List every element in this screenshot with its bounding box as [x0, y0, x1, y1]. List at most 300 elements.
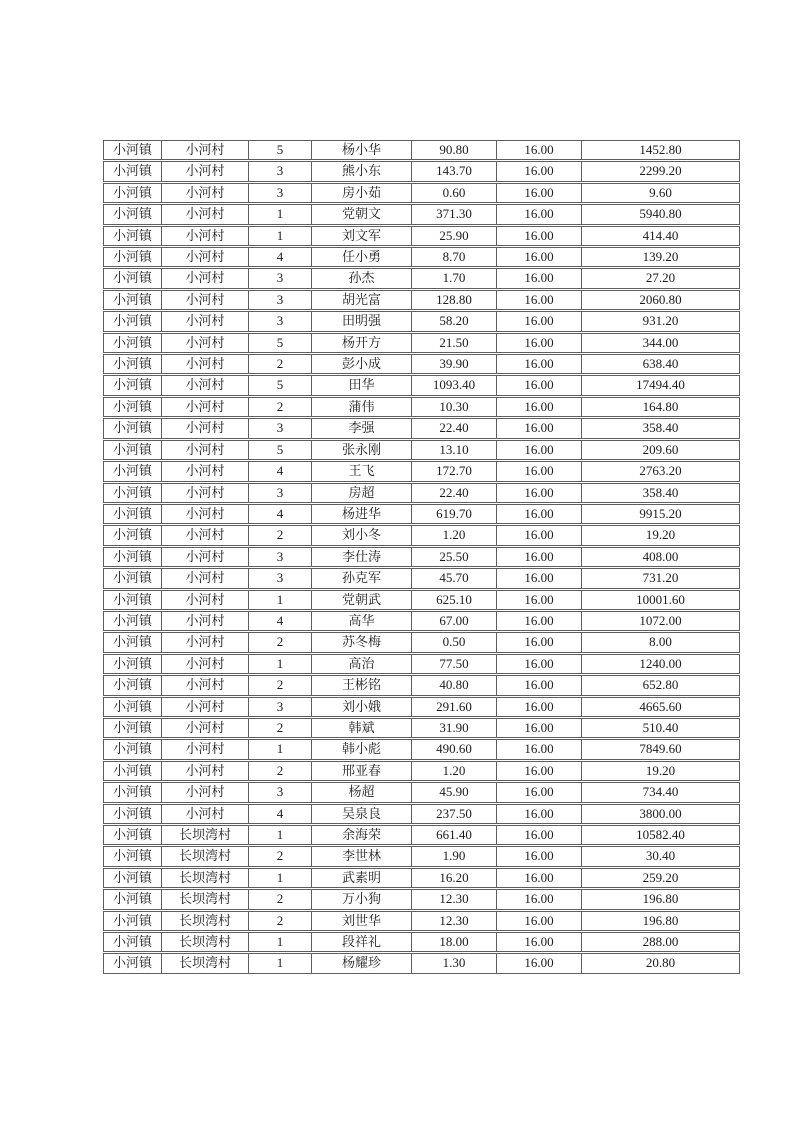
cell-town: 小河镇: [103, 247, 162, 267]
cell-unit-price: 16.00: [497, 590, 582, 610]
cell-group-number: 3: [249, 547, 312, 567]
cell-area: 25.90: [412, 226, 497, 246]
cell-amount: 931.20: [582, 311, 740, 331]
cell-person-name: 杨耀珍: [312, 953, 412, 973]
cell-area: 40.80: [412, 675, 497, 695]
cell-area: 1.90: [412, 846, 497, 866]
cell-person-name: 吴泉良: [312, 804, 412, 824]
table-row: [103, 911, 740, 931]
cell-group-number: 4: [249, 611, 312, 631]
cell-village: 小河村: [162, 333, 249, 353]
cell-unit-price: 16.00: [497, 375, 582, 395]
cell-amount: 7849.60: [582, 739, 740, 759]
cell-person-name: 武素明: [312, 868, 412, 888]
cell-village: 小河村: [162, 632, 249, 652]
cell-person-name: 王飞: [312, 461, 412, 481]
cell-village: 小河村: [162, 718, 249, 738]
cell-town: 小河镇: [103, 525, 162, 545]
cell-unit-price: 16.00: [497, 161, 582, 181]
cell-unit-price: 16.00: [497, 525, 582, 545]
table-row: [103, 440, 740, 460]
cell-village: 小河村: [162, 311, 249, 331]
cell-unit-price: 16.00: [497, 290, 582, 310]
cell-amount: 209.60: [582, 440, 740, 460]
cell-village: 小河村: [162, 675, 249, 695]
cell-village: 长坝湾村: [162, 825, 249, 845]
cell-person-name: 任小勇: [312, 247, 412, 267]
cell-group-number: 2: [249, 718, 312, 738]
cell-amount: 196.80: [582, 889, 740, 909]
cell-group-number: 2: [249, 525, 312, 545]
cell-area: 490.60: [412, 739, 497, 759]
cell-town: 小河镇: [103, 333, 162, 353]
cell-village: 小河村: [162, 354, 249, 374]
cell-village: 小河村: [162, 290, 249, 310]
table-row: [103, 461, 740, 481]
cell-person-name: 刘文军: [312, 226, 412, 246]
cell-person-name: 彭小成: [312, 354, 412, 374]
cell-person-name: 苏冬梅: [312, 632, 412, 652]
cell-village: 小河村: [162, 226, 249, 246]
cell-area: 21.50: [412, 333, 497, 353]
table-row: [103, 804, 740, 824]
cell-person-name: 田华: [312, 375, 412, 395]
cell-unit-price: 16.00: [497, 418, 582, 438]
cell-town: 小河镇: [103, 161, 162, 181]
cell-unit-price: 16.00: [497, 782, 582, 802]
cell-town: 小河镇: [103, 547, 162, 567]
cell-person-name: 杨小华: [312, 140, 412, 160]
cell-amount: 652.80: [582, 675, 740, 695]
cell-amount: 2060.80: [582, 290, 740, 310]
table-row: [103, 611, 740, 631]
cell-group-number: 5: [249, 375, 312, 395]
table-row: [103, 290, 740, 310]
cell-area: 371.30: [412, 204, 497, 224]
cell-town: 小河镇: [103, 761, 162, 781]
cell-area: 0.60: [412, 183, 497, 203]
cell-village: 小河村: [162, 761, 249, 781]
table-row: [103, 632, 740, 652]
cell-village: 小河村: [162, 247, 249, 267]
table-row: [103, 697, 740, 717]
cell-amount: 8.00: [582, 632, 740, 652]
cell-group-number: 3: [249, 183, 312, 203]
cell-village: 小河村: [162, 739, 249, 759]
cell-person-name: 韩小彪: [312, 739, 412, 759]
cell-area: 237.50: [412, 804, 497, 824]
cell-group-number: 2: [249, 397, 312, 417]
cell-person-name: 党朝武: [312, 590, 412, 610]
cell-person-name: 房小茹: [312, 183, 412, 203]
cell-area: 1.70: [412, 268, 497, 288]
cell-village: 小河村: [162, 782, 249, 802]
cell-unit-price: 16.00: [497, 953, 582, 973]
cell-village: 小河村: [162, 183, 249, 203]
cell-area: 77.50: [412, 654, 497, 674]
cell-amount: 27.20: [582, 268, 740, 288]
cell-amount: 1240.00: [582, 654, 740, 674]
cell-person-name: 蒲伟: [312, 397, 412, 417]
table-row: [103, 333, 740, 353]
cell-person-name: 万小狗: [312, 889, 412, 909]
cell-unit-price: 16.00: [497, 825, 582, 845]
cell-village: 小河村: [162, 611, 249, 631]
cell-area: 45.70: [412, 568, 497, 588]
cell-area: 22.40: [412, 418, 497, 438]
cell-group-number: 2: [249, 846, 312, 866]
table-body: [103, 140, 740, 974]
cell-village: 长坝湾村: [162, 889, 249, 909]
cell-group-number: 1: [249, 825, 312, 845]
cell-town: 小河镇: [103, 140, 162, 160]
cell-village: 小河村: [162, 461, 249, 481]
cell-area: 128.80: [412, 290, 497, 310]
table-row: [103, 483, 740, 503]
table-row: [103, 204, 740, 224]
table-row: [103, 504, 740, 524]
cell-amount: 638.40: [582, 354, 740, 374]
cell-group-number: 1: [249, 953, 312, 973]
cell-unit-price: 16.00: [497, 889, 582, 909]
cell-person-name: 张永刚: [312, 440, 412, 460]
cell-group-number: 5: [249, 140, 312, 160]
cell-person-name: 田明强: [312, 311, 412, 331]
cell-area: 1093.40: [412, 375, 497, 395]
cell-person-name: 房超: [312, 483, 412, 503]
cell-unit-price: 16.00: [497, 183, 582, 203]
cell-group-number: 3: [249, 290, 312, 310]
cell-person-name: 高华: [312, 611, 412, 631]
cell-group-number: 1: [249, 226, 312, 246]
cell-town: 小河镇: [103, 654, 162, 674]
cell-town: 小河镇: [103, 868, 162, 888]
cell-group-number: 3: [249, 568, 312, 588]
cell-area: 12.30: [412, 889, 497, 909]
cell-area: 143.70: [412, 161, 497, 181]
cell-town: 小河镇: [103, 911, 162, 931]
cell-amount: 20.80: [582, 953, 740, 973]
cell-village: 小河村: [162, 654, 249, 674]
cell-group-number: 5: [249, 333, 312, 353]
cell-group-number: 2: [249, 354, 312, 374]
cell-person-name: 刘世华: [312, 911, 412, 931]
cell-town: 小河镇: [103, 953, 162, 973]
cell-group-number: 1: [249, 204, 312, 224]
cell-unit-price: 16.00: [497, 675, 582, 695]
cell-group-number: 4: [249, 247, 312, 267]
table-row: [103, 932, 740, 952]
table-row: [103, 375, 740, 395]
cell-amount: 731.20: [582, 568, 740, 588]
cell-group-number: 5: [249, 440, 312, 460]
cell-unit-price: 16.00: [497, 911, 582, 931]
cell-amount: 1452.80: [582, 140, 740, 160]
cell-town: 小河镇: [103, 825, 162, 845]
cell-group-number: 2: [249, 675, 312, 695]
cell-town: 小河镇: [103, 846, 162, 866]
cell-unit-price: 16.00: [497, 868, 582, 888]
table-row: [103, 226, 740, 246]
cell-amount: 414.40: [582, 226, 740, 246]
cell-unit-price: 16.00: [497, 333, 582, 353]
cell-village: 小河村: [162, 140, 249, 160]
cell-area: 45.90: [412, 782, 497, 802]
cell-group-number: 3: [249, 782, 312, 802]
cell-unit-price: 16.00: [497, 547, 582, 567]
cell-amount: 734.40: [582, 782, 740, 802]
cell-person-name: 孙杰: [312, 268, 412, 288]
table-row: [103, 354, 740, 374]
cell-unit-price: 16.00: [497, 247, 582, 267]
cell-person-name: 邢亚春: [312, 761, 412, 781]
subsidy-table: [103, 139, 740, 975]
cell-person-name: 杨超: [312, 782, 412, 802]
cell-village: 小河村: [162, 590, 249, 610]
cell-town: 小河镇: [103, 183, 162, 203]
cell-unit-price: 16.00: [497, 568, 582, 588]
table-row: [103, 247, 740, 267]
cell-amount: 358.40: [582, 483, 740, 503]
cell-amount: 10582.40: [582, 825, 740, 845]
cell-amount: 2763.20: [582, 461, 740, 481]
cell-group-number: 3: [249, 161, 312, 181]
cell-group-number: 3: [249, 483, 312, 503]
cell-person-name: 刘小娥: [312, 697, 412, 717]
cell-area: 10.30: [412, 397, 497, 417]
cell-town: 小河镇: [103, 804, 162, 824]
cell-unit-price: 16.00: [497, 739, 582, 759]
cell-group-number: 2: [249, 911, 312, 931]
cell-group-number: 4: [249, 504, 312, 524]
table-row: [103, 846, 740, 866]
table-row: [103, 825, 740, 845]
table-row: [103, 761, 740, 781]
table-row: [103, 782, 740, 802]
cell-person-name: 孙克军: [312, 568, 412, 588]
cell-person-name: 王彬铭: [312, 675, 412, 695]
cell-town: 小河镇: [103, 226, 162, 246]
cell-town: 小河镇: [103, 889, 162, 909]
cell-unit-price: 16.00: [497, 311, 582, 331]
cell-town: 小河镇: [103, 461, 162, 481]
cell-person-name: 熊小东: [312, 161, 412, 181]
cell-village: 小河村: [162, 697, 249, 717]
cell-person-name: 李仕涛: [312, 547, 412, 567]
cell-town: 小河镇: [103, 483, 162, 503]
table-row: [103, 161, 740, 181]
cell-village: 小河村: [162, 568, 249, 588]
cell-town: 小河镇: [103, 418, 162, 438]
cell-unit-price: 16.00: [497, 140, 582, 160]
cell-town: 小河镇: [103, 675, 162, 695]
cell-town: 小河镇: [103, 932, 162, 952]
table-row: [103, 590, 740, 610]
cell-area: 39.90: [412, 354, 497, 374]
cell-area: 12.30: [412, 911, 497, 931]
cell-town: 小河镇: [103, 611, 162, 631]
cell-person-name: 余海荣: [312, 825, 412, 845]
cell-amount: 510.40: [582, 718, 740, 738]
cell-group-number: 2: [249, 632, 312, 652]
cell-amount: 17494.40: [582, 375, 740, 395]
cell-village: 小河村: [162, 804, 249, 824]
cell-area: 67.00: [412, 611, 497, 631]
cell-town: 小河镇: [103, 440, 162, 460]
cell-amount: 9915.20: [582, 504, 740, 524]
cell-area: 625.10: [412, 590, 497, 610]
cell-area: 13.10: [412, 440, 497, 460]
cell-unit-price: 16.00: [497, 397, 582, 417]
cell-person-name: 胡光富: [312, 290, 412, 310]
cell-area: 291.60: [412, 697, 497, 717]
table-row: [103, 183, 740, 203]
cell-town: 小河镇: [103, 697, 162, 717]
cell-area: 16.20: [412, 868, 497, 888]
table-row: [103, 739, 740, 759]
cell-amount: 19.20: [582, 525, 740, 545]
table-row: [103, 889, 740, 909]
cell-area: 18.00: [412, 932, 497, 952]
cell-amount: 344.00: [582, 333, 740, 353]
cell-unit-price: 16.00: [497, 354, 582, 374]
cell-person-name: 韩斌: [312, 718, 412, 738]
cell-group-number: 3: [249, 697, 312, 717]
cell-town: 小河镇: [103, 268, 162, 288]
table-row: [103, 268, 740, 288]
cell-unit-price: 16.00: [497, 846, 582, 866]
cell-village: 小河村: [162, 161, 249, 181]
cell-person-name: 杨开方: [312, 333, 412, 353]
cell-amount: 10001.60: [582, 590, 740, 610]
cell-village: 长坝湾村: [162, 953, 249, 973]
cell-unit-price: 16.00: [497, 440, 582, 460]
cell-village: 小河村: [162, 483, 249, 503]
table-row: [103, 718, 740, 738]
cell-town: 小河镇: [103, 311, 162, 331]
cell-area: 22.40: [412, 483, 497, 503]
table-row: [103, 418, 740, 438]
cell-group-number: 1: [249, 739, 312, 759]
cell-person-name: 李强: [312, 418, 412, 438]
cell-person-name: 段祥礼: [312, 932, 412, 952]
cell-unit-price: 16.00: [497, 761, 582, 781]
cell-group-number: 1: [249, 654, 312, 674]
cell-amount: 9.60: [582, 183, 740, 203]
table-row: [103, 525, 740, 545]
table-row: [103, 868, 740, 888]
cell-town: 小河镇: [103, 568, 162, 588]
cell-person-name: 李世林: [312, 846, 412, 866]
cell-village: 小河村: [162, 268, 249, 288]
cell-area: 0.50: [412, 632, 497, 652]
cell-group-number: 1: [249, 590, 312, 610]
cell-village: 长坝湾村: [162, 932, 249, 952]
cell-group-number: 3: [249, 311, 312, 331]
cell-village: 长坝湾村: [162, 911, 249, 931]
table-row: [103, 654, 740, 674]
cell-person-name: 刘小冬: [312, 525, 412, 545]
cell-town: 小河镇: [103, 504, 162, 524]
cell-area: 661.40: [412, 825, 497, 845]
cell-person-name: 高治: [312, 654, 412, 674]
cell-village: 小河村: [162, 504, 249, 524]
cell-area: 619.70: [412, 504, 497, 524]
cell-area: 1.20: [412, 525, 497, 545]
cell-amount: 1072.00: [582, 611, 740, 631]
cell-amount: 288.00: [582, 932, 740, 952]
cell-amount: 196.80: [582, 911, 740, 931]
cell-town: 小河镇: [103, 590, 162, 610]
table-row: [103, 140, 740, 160]
cell-town: 小河镇: [103, 290, 162, 310]
table-row: [103, 675, 740, 695]
cell-group-number: 2: [249, 761, 312, 781]
cell-town: 小河镇: [103, 632, 162, 652]
cell-unit-price: 16.00: [497, 268, 582, 288]
cell-amount: 164.80: [582, 397, 740, 417]
table-row: [103, 311, 740, 331]
cell-unit-price: 16.00: [497, 804, 582, 824]
table-row: [103, 953, 740, 973]
cell-group-number: 3: [249, 268, 312, 288]
cell-unit-price: 16.00: [497, 718, 582, 738]
cell-amount: 259.20: [582, 868, 740, 888]
cell-area: 8.70: [412, 247, 497, 267]
cell-village: 小河村: [162, 547, 249, 567]
table-row: [103, 547, 740, 567]
cell-town: 小河镇: [103, 739, 162, 759]
cell-amount: 3800.00: [582, 804, 740, 824]
cell-group-number: 3: [249, 418, 312, 438]
cell-area: 31.90: [412, 718, 497, 738]
cell-area: 1.30: [412, 953, 497, 973]
cell-unit-price: 16.00: [497, 483, 582, 503]
cell-unit-price: 16.00: [497, 932, 582, 952]
cell-town: 小河镇: [103, 718, 162, 738]
cell-village: 小河村: [162, 418, 249, 438]
cell-town: 小河镇: [103, 397, 162, 417]
cell-person-name: 杨进华: [312, 504, 412, 524]
cell-amount: 4665.60: [582, 697, 740, 717]
cell-area: 25.50: [412, 547, 497, 567]
cell-town: 小河镇: [103, 782, 162, 802]
cell-group-number: 4: [249, 804, 312, 824]
cell-area: 1.20: [412, 761, 497, 781]
cell-town: 小河镇: [103, 204, 162, 224]
cell-unit-price: 16.00: [497, 204, 582, 224]
cell-person-name: 党朝文: [312, 204, 412, 224]
cell-unit-price: 16.00: [497, 654, 582, 674]
cell-village: 小河村: [162, 397, 249, 417]
cell-village: 长坝湾村: [162, 846, 249, 866]
cell-town: 小河镇: [103, 375, 162, 395]
cell-unit-price: 16.00: [497, 632, 582, 652]
cell-town: 小河镇: [103, 354, 162, 374]
cell-group-number: 1: [249, 868, 312, 888]
cell-village: 小河村: [162, 525, 249, 545]
cell-unit-price: 16.00: [497, 226, 582, 246]
cell-village: 小河村: [162, 204, 249, 224]
cell-amount: 5940.80: [582, 204, 740, 224]
cell-amount: 2299.20: [582, 161, 740, 181]
cell-unit-price: 16.00: [497, 504, 582, 524]
cell-unit-price: 16.00: [497, 461, 582, 481]
cell-amount: 30.40: [582, 846, 740, 866]
table-row: [103, 397, 740, 417]
cell-amount: 408.00: [582, 547, 740, 567]
cell-village: 长坝湾村: [162, 868, 249, 888]
